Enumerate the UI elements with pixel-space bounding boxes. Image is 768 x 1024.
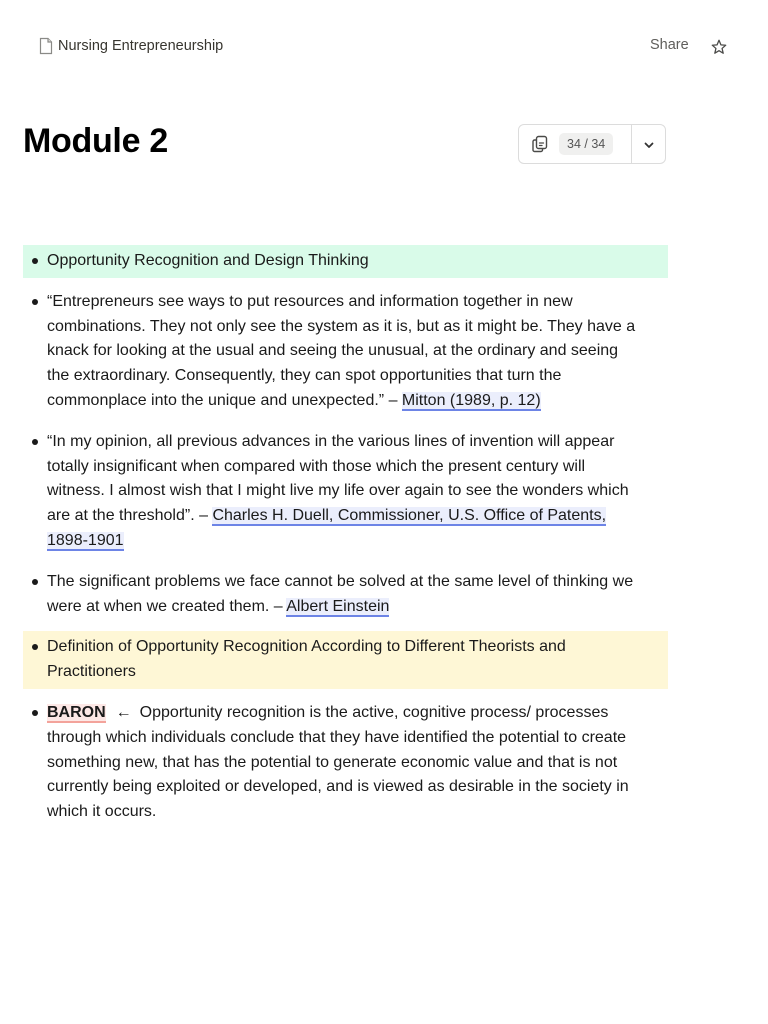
star-icon[interactable]	[710, 38, 728, 56]
block-text: Opportunity recognition is the active, cognitive process/ processes through which individuals conclude that they have identified the potential to create something new, that has the potential to generate economic value and that is not currently being exploited or developed, and is viewed as desirable in the society in which it occurs.	[47, 703, 629, 821]
block-text: Opportunity Recognition and Design Thinking	[47, 252, 369, 269]
citation-link[interactable]: Mitton (1989, p. 12)	[401, 391, 541, 409]
document-icon	[38, 37, 54, 55]
citation-link[interactable]: Charles H. Duell, Commissioner, U.S. Office of Patents, 1898-1901	[47, 507, 607, 549]
page-version-widget	[518, 124, 666, 164]
document-content	[23, 245, 668, 837]
list-item[interactable]	[23, 426, 668, 558]
list-item[interactable]	[23, 697, 668, 829]
page-counter: 34 / 34	[559, 133, 613, 155]
top-bar	[0, 0, 768, 92]
citation-link[interactable]: Albert Einstein	[286, 597, 390, 615]
copy-button[interactable]	[519, 125, 631, 163]
breadcrumb-label: Nursing Entrepreneurship	[58, 38, 224, 54]
left-arrow-icon: ←	[115, 703, 132, 721]
page-title: Module 2	[23, 122, 168, 160]
version-dropdown-button[interactable]	[632, 125, 665, 163]
bullet-list	[23, 245, 668, 829]
block-text: The significant problems we face cannot be solved at the same level of thinking we were at when we created them. –	[47, 572, 634, 615]
list-item[interactable]	[23, 286, 668, 418]
block-text: “In my opinion, all previous advances in the various lines of invention will appear totally insignificant when compared with those which the present century will witness. I almost wish that I might live my life over again to see the wonders which are at the threshold”. –	[47, 432, 629, 525]
share-button[interactable]: Share	[650, 37, 689, 53]
block-text: “Entrepreneurs see ways to put resources and information together in new combinations. They not only see the system as it is, but as it might be. They have a knack for looking at the usual and seeing the unusual, at the ordinary and seeing the extraordinary. Consequently, they can spot opportunities that turn the commonplace into the unique and unexpected.” –	[47, 292, 636, 409]
baron-tag[interactable]: BARON	[47, 703, 106, 721]
breadcrumb[interactable]	[38, 37, 223, 55]
list-item[interactable]	[23, 566, 668, 624]
chevron-down-icon	[643, 138, 655, 150]
list-item[interactable]	[23, 245, 668, 278]
block-text: Definition of Opportunity Recognition According to Different Theorists and Practitioners	[47, 638, 566, 681]
copy-icon	[530, 134, 550, 154]
list-item[interactable]	[23, 631, 668, 689]
